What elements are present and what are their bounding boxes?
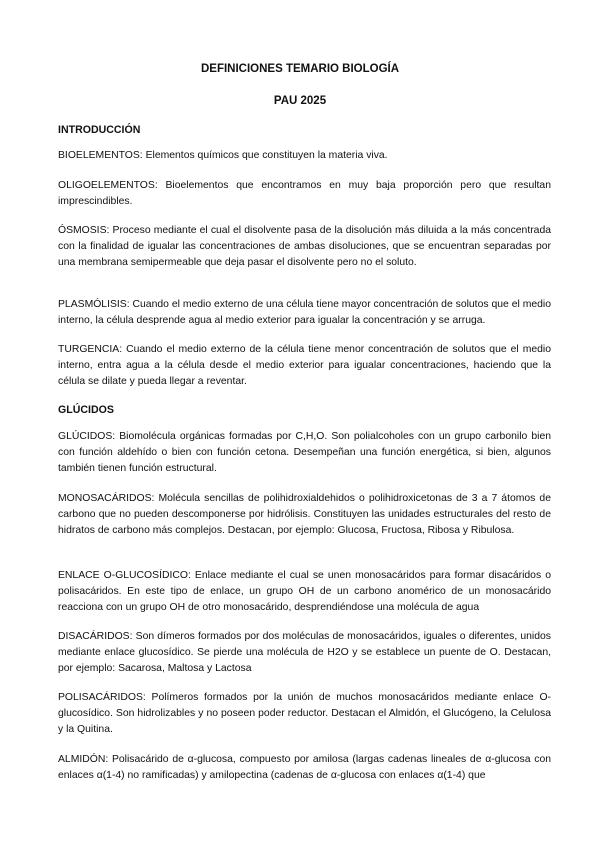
definition-bioelementos: BIOELEMENTOS: Elementos químicos que constituyen la materia viva. bbox=[58, 150, 388, 161]
definition-osmosis: ÓSMOSIS: Proceso mediante el cual el disolvente pasa de la disolución más diluida a la más concentrada con la finalidad de igualar las concentraciones de ambas disoluciones, que se encuentran separadas por una membrana semipermeable que deja pasar el disolvente pero no el soluto. bbox=[58, 225, 551, 269]
definition-enlace-o-glucosidico: ENLACE O-GLUCOSÍDICO: Enlace mediante el cual se unen monosacáridos para formar disacáridos o polisacáridos. En este tipo de enlace, un grupo OH de un carbono anomérico de un monosacárido reacciona con un grupo OH de otro monosacárido, desprendiéndose una molécula de agua bbox=[58, 570, 551, 614]
definition-monosacaridos: MONOSACÁRIDOS: Molécula sencillas de polihidroxialdehidos o polihidroxicetonas de 3 a 7 átomos de carbono que no pueden descomponerse por hidrólisis. Constituyen las unidades estructurales del resto de hidratos de carbono más complejos. Destacan, por ejemplo: Glucosa, Fructosa, Ribosa y Ribulosa. bbox=[58, 493, 551, 537]
definition-polisacaridos: POLISACÁRIDOS: Polímeros formados por la unión de muchos monosacáridos mediante enlace O-glucosídico. Son hidrolizables y no poseen poder reductor. Destacan el Almidón, el Glucógeno, la Celulosa y la Quitina. bbox=[58, 692, 551, 736]
definition-disacaridos: DISACÁRIDOS: Son dímeros formados por dos moléculas de monosacáridos, iguales o diferentes, unidos mediante enlace glucosídico. Se pierde una molécula de H2O y se establece un puente de O. Destacan, por ejemplo: Sacarosa, Maltosa y Lactosa bbox=[58, 631, 551, 675]
definition-almidon: ALMIDÓN: Polisacárido de α-glucosa, compuesto por amilosa (largas cadenas lineales de α-glucosa con enlaces α(1-4) no ramificadas) y amilopectina (cadenas de α-glucosa con enlaces α(1-4) que bbox=[58, 754, 551, 782]
document-title: DEFINICIONES TEMARIO BIOLOGÍA bbox=[200, 63, 400, 75]
definition-plasmolisis: PLASMÓLISIS: Cuando el medio externo de una célula tiene mayor concentración de solutos que el medio interno, la célula desprende agua al medio exterior para igualar la concentración y se arruga. bbox=[58, 299, 551, 327]
section-heading-introduccion: INTRODUCCIÓN bbox=[58, 124, 141, 136]
document-subtitle: PAU 2025 bbox=[273, 95, 327, 107]
definition-turgencia: TURGENCIA: Cuando el medio externo de la célula tiene menor concentración de solutos que el medio interno, entra agua a la célula desde el medio exterior para igualar concentraciones, haciendo que la célula se dilate y pueda llegar a reventar. bbox=[58, 344, 551, 388]
section-heading-glucidos: GLÚCIDOS bbox=[58, 404, 114, 416]
definition-oligoelementos: OLIGOELEMENTOS: Bioelementos que encontramos en muy baja proporción pero que resultan imprescindibles. bbox=[58, 180, 551, 208]
definition-glucidos: GLÚCIDOS: Biomolécula orgánicas formadas por C,H,O. Son polialcoholes con un grupo carbonilo bien con función aldehído o bien con función cetona. Desempeñan una función energética, si bien, algunos también tienen función estructural. bbox=[58, 431, 551, 475]
